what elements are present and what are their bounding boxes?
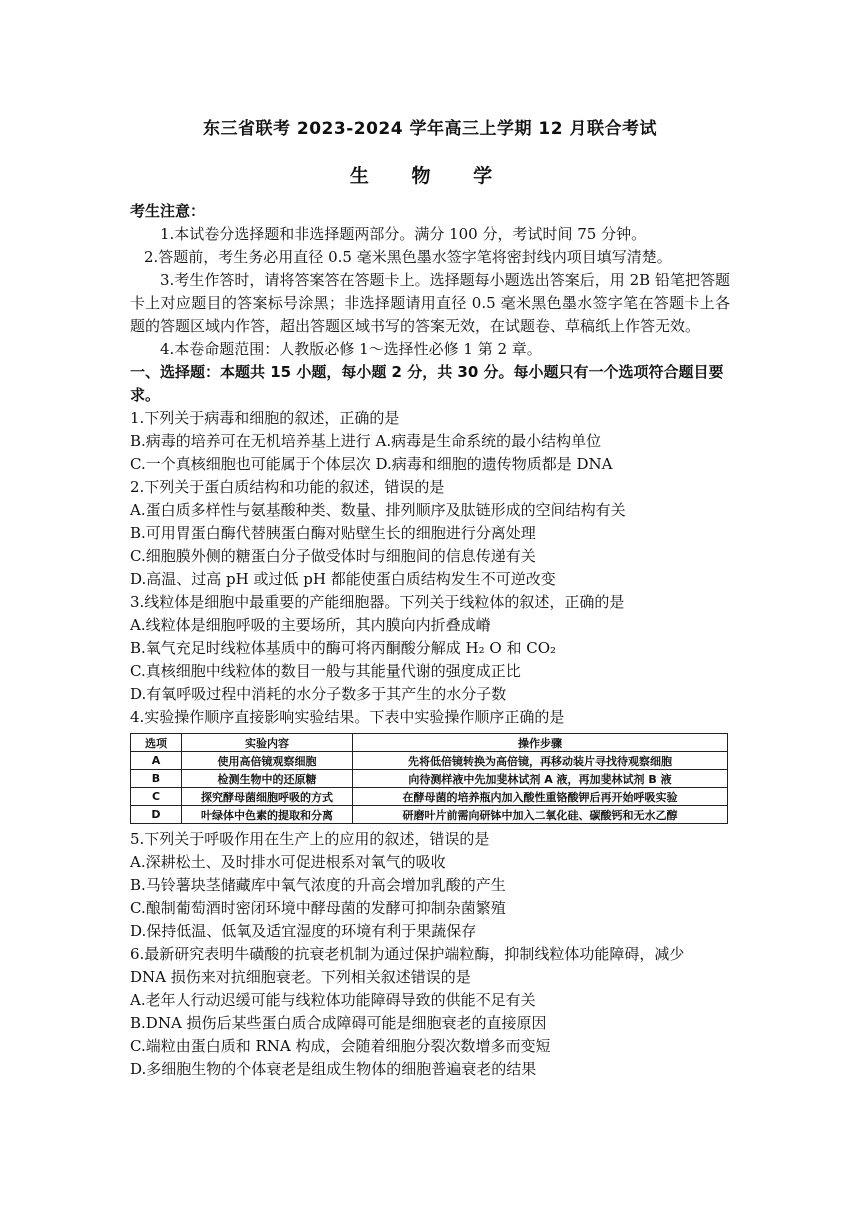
q5-option-d: D.保持低温、低氧及适宜湿度的环境有利于果蔬保存 [130, 922, 477, 940]
q2-option-b: B.可用胃蛋白酶代替胰蛋白酶对贴壁生长的细胞进行分离处理 [130, 524, 536, 542]
q6-option-a: A.老年人行动迟缓可能与线粒体功能障碍导致的供能不足有关 [130, 991, 536, 1009]
table-row [131, 770, 728, 788]
table-row [131, 788, 728, 806]
q4-stem: 4.实验操作顺序直接影响实验结果。下表中实验操作顺序正确的是 [130, 708, 565, 726]
q5-stem: 5.下列关于呼吸作用在生产上的应用的叙述，错误的是 [130, 830, 490, 848]
table-header-row [131, 734, 728, 752]
notice-heading: 考生注意： [130, 202, 206, 220]
q1-options-line-2: C.一个真核细胞也可能属于个体层次 D.病毒和细胞的遗传物质都是 DNA [130, 455, 613, 473]
notice-item-2: 2.答题前，考生务必用直径 0.5 毫米黑色墨水签字笔将密封线内项目填写清楚。 [144, 248, 672, 266]
q3-option-d: D.有氧呼吸过程中消耗的水分子数多于其产生的水分子数 [130, 685, 507, 703]
q2-stem: 2.下列关于蛋白质结构和功能的叙述，错误的是 [130, 478, 445, 496]
table-cell: A [131, 752, 182, 770]
notice-item-3: 3.考生作答时，请将答案答在答题卡上。选择题每小题选出答案后，用 2B 铅笔把答题卡上对应题目的答案标号涂黑；非选择题请用直径 0.5 毫米黑色墨水签字笔在答题卡上各题的答题区域内作答，超出答题区域书写的答案无效，在试题卷、草稿纸上作答无效。 [130, 271, 730, 335]
notice-item-4: 4.本卷命题范围：人教版必修 1～选择性必修 1 第 2 章。 [160, 340, 542, 358]
q6-option-c: C.端粒由蛋白质和 RNA 构成，会随着细胞分裂次数增多而变短 [130, 1037, 551, 1055]
q6-stem-line-2: DNA 损伤来对抗细胞衰老。下列相关叙述错误的是 [130, 968, 471, 986]
q1-options-line-1: B.病毒的培养可在无机培养基上进行 A.病毒是生命系统的最小结构单位 [130, 432, 602, 450]
q6-stem-line-1: 6.最新研究表明牛磺酸的抗衰老机制为通过保护端粒酶，抑制线粒体功能障碍，减少 [130, 945, 685, 963]
q1-stem: 1.下列关于病毒和细胞的叙述，正确的是 [130, 409, 400, 427]
table-cell: 叶绿体中色素的提取和分离 [182, 806, 353, 824]
q6-option-b: B.DNA 损伤后某些蛋白质合成障碍可能是细胞衰老的直接原因 [130, 1014, 547, 1032]
table-cell: 使用高倍镜观察细胞 [182, 752, 353, 770]
table-cell: 探究酵母菌细胞呼吸的方式 [182, 788, 353, 806]
table-header: 实验内容 [182, 734, 353, 752]
q5-option-c: C.酿制葡萄酒时密闭环境中酵母菌的发酵可抑制杂菌繁殖 [130, 899, 506, 917]
q2-option-c: C.细胞膜外侧的糖蛋白分子做受体时与细胞间的信息传递有关 [130, 547, 536, 565]
table-cell: 研磨叶片前需向研钵中加入二氧化硅、碳酸钙和无水乙醇 [353, 806, 728, 824]
q2-option-a: A.蛋白质多样性与氨基酸种类、数量、排列顺序及肽链形成的空间结构有关 [130, 501, 626, 519]
table-cell: 先将低倍镜转换为高倍镜，再移动装片寻找待观察细胞 [353, 752, 728, 770]
q3-option-b: B.氧气充足时线粒体基质中的酶可将丙酮酸分解成 H₂ O 和 CO₂ [130, 639, 557, 657]
table-row [131, 806, 728, 824]
table-header: 操作步骤 [353, 734, 728, 752]
q3-stem: 3.线粒体是细胞中最重要的产能细胞器。下列关于线粒体的叙述，正确的是 [130, 593, 625, 611]
table-row [131, 752, 728, 770]
table-cell: 向待测样液中先加斐林试剂 A 液，再加斐林试剂 B 液 [353, 770, 728, 788]
section-heading: 一、选择题：本题共 15 小题，每小题 2 分，共 30 分。每小题只有一个选项符合题目要求。 [130, 363, 724, 404]
exam-page [130, 110, 730, 1081]
q6-option-d: D.多细胞生物的个体衰老是组成生物体的细胞普遍衰老的结果 [130, 1060, 537, 1078]
table-cell: B [131, 770, 182, 788]
q5-option-b: B.马铃薯块茎储藏库中氧气浓度的升高会增加乳酸的产生 [130, 876, 506, 894]
subject-title: 生 物 学 [349, 165, 511, 187]
table-cell: C [131, 788, 182, 806]
table-cell: D [131, 806, 182, 824]
notice-item-1: 1.本试卷分选择题和非选择题两部分。满分 100 分，考试时间 75 分钟。 [160, 225, 647, 243]
table-cell: 在酵母菌的培养瓶内加入酸性重铬酸钾后再开始呼吸实验 [353, 788, 728, 806]
q2-option-d: D.高温、过高 pH 或过低 pH 都能使蛋白质结构发生不可逆改变 [130, 570, 556, 588]
q5-option-a: A.深耕松土、及时排水可促进根系对氧气的吸收 [130, 853, 446, 871]
q3-option-a: A.线粒体是细胞呼吸的主要场所，其内膜向内折叠成嵴 [130, 616, 491, 634]
exam-title: 东三省联考 2023-2024 学年高三上学期 12 月联合考试 [202, 119, 657, 139]
q3-option-c: C.真核细胞中线粒体的数目一般与其能量代谢的强度成正比 [130, 662, 521, 680]
experiment-table [130, 733, 728, 824]
table-header: 选项 [131, 734, 182, 752]
table-cell: 检测生物中的还原糖 [182, 770, 353, 788]
